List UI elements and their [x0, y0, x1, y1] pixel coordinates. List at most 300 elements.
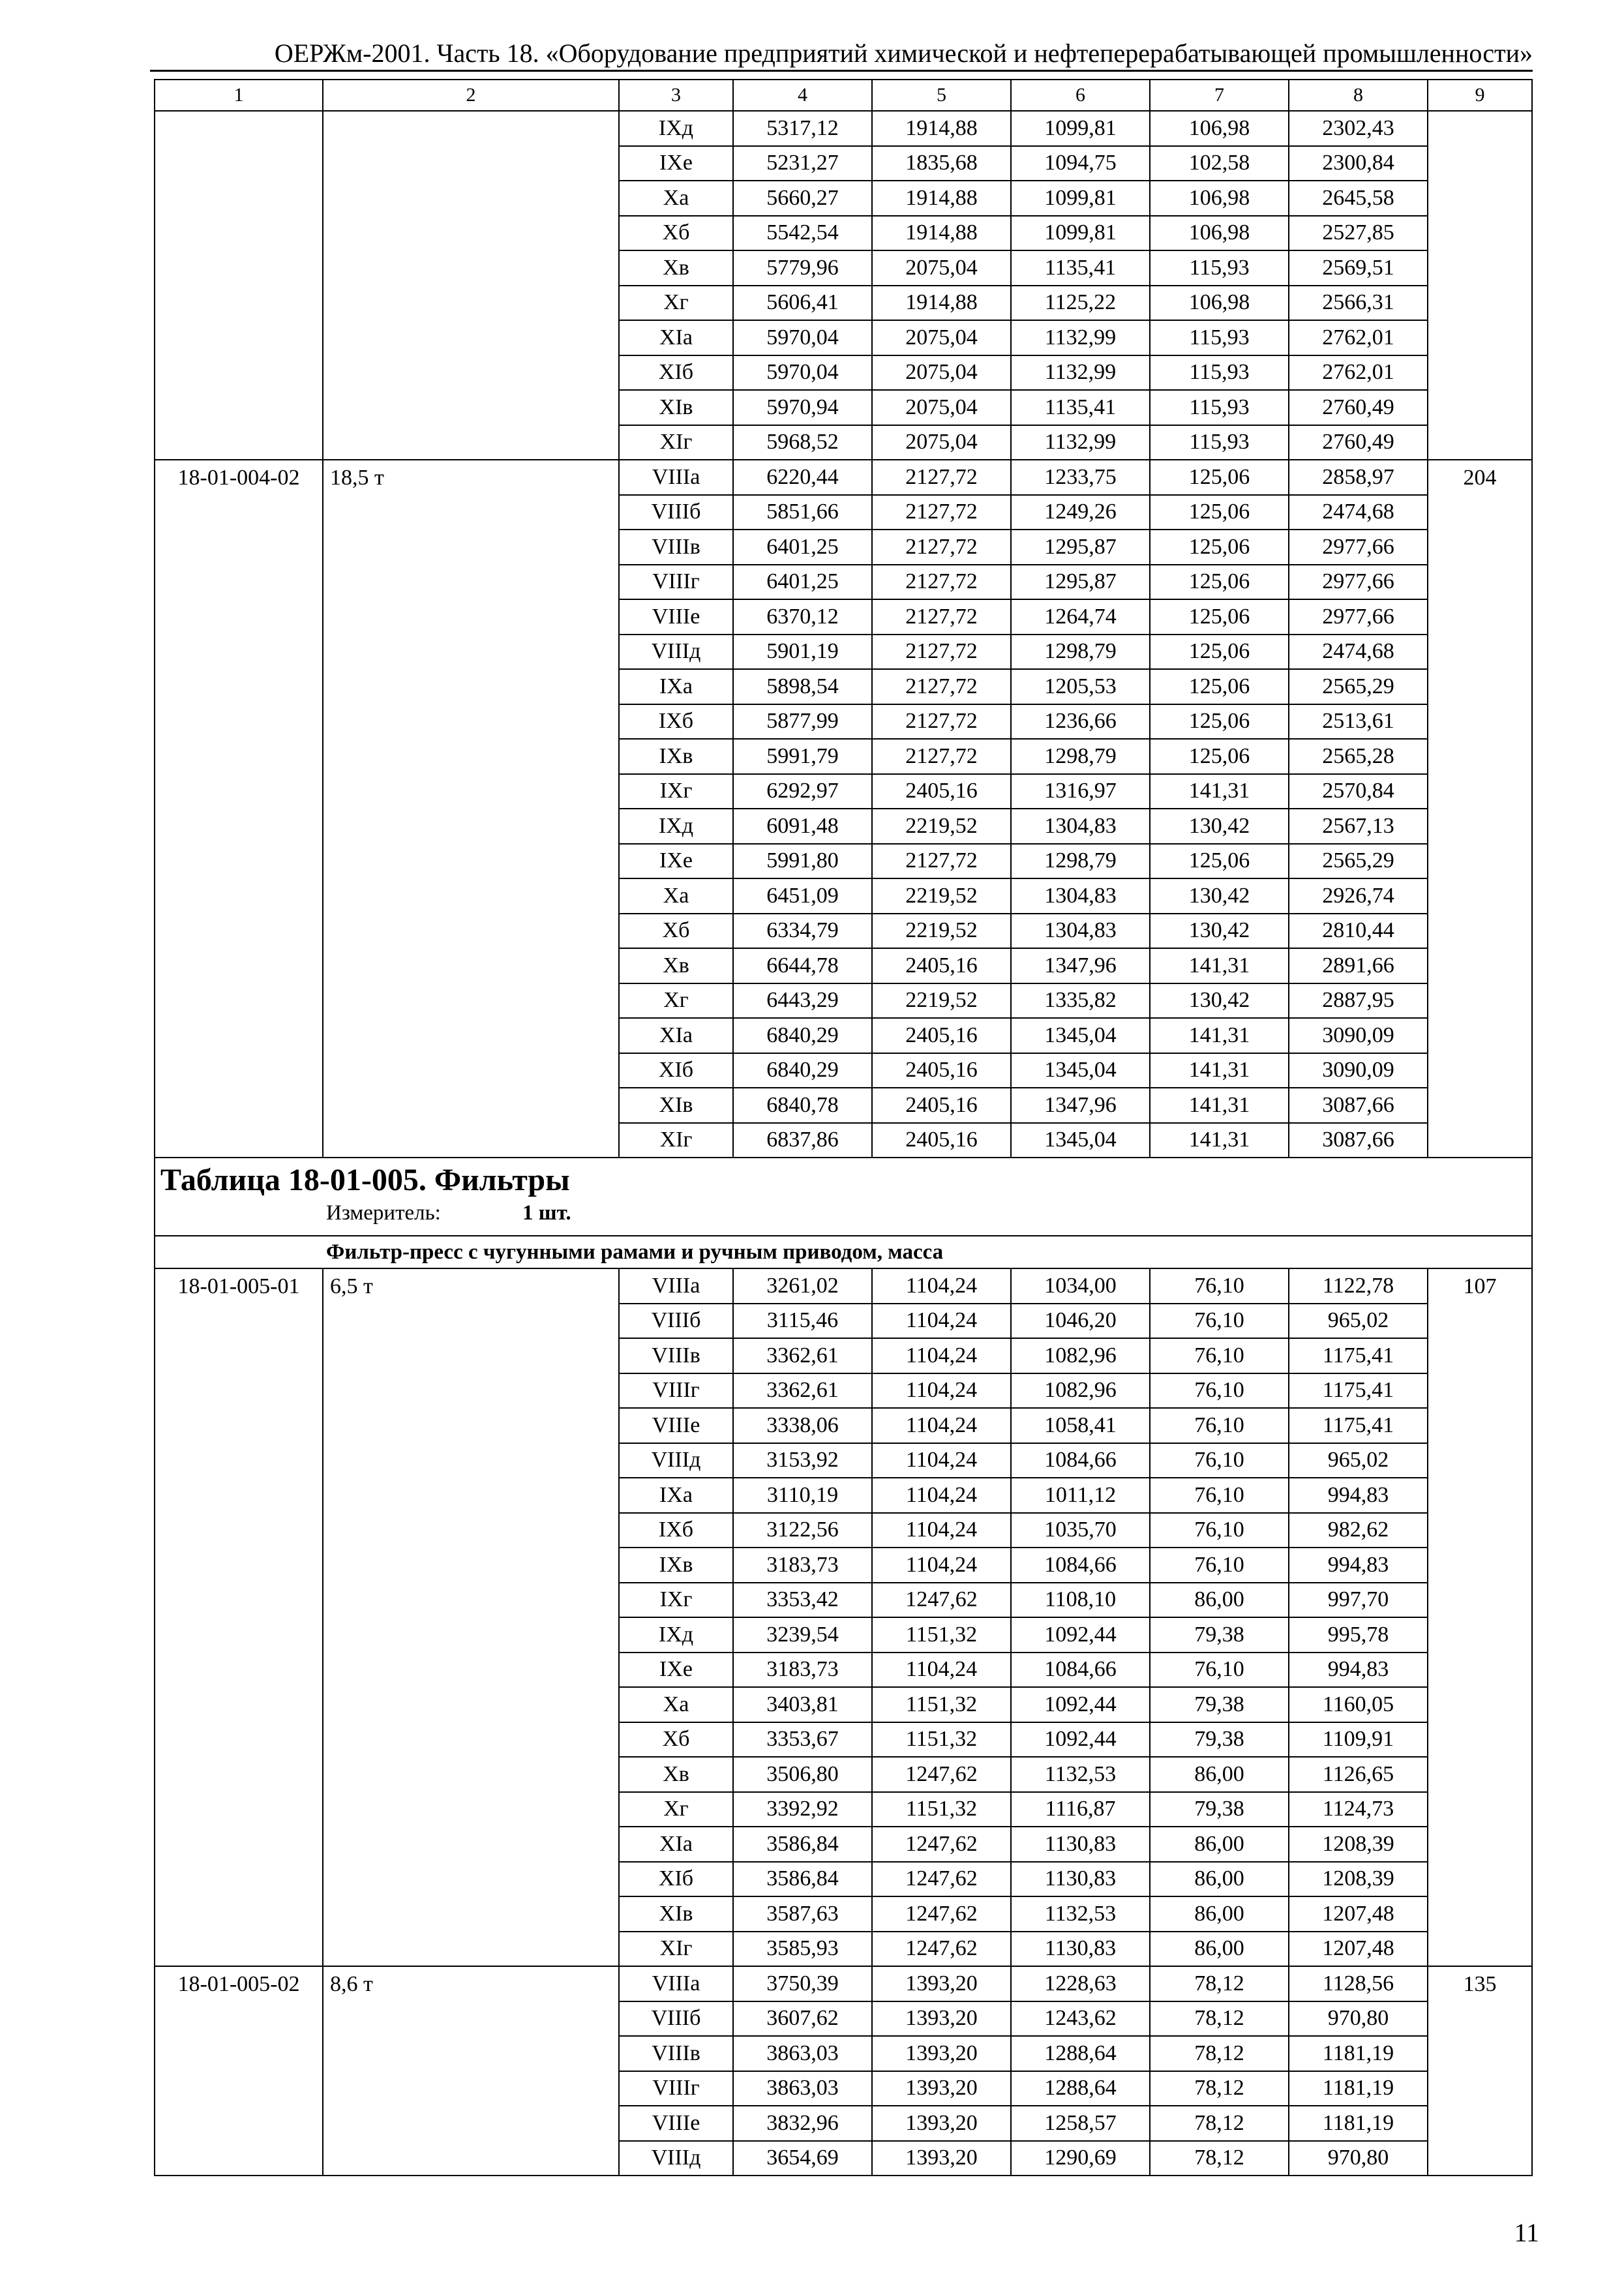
equipment-mass: 6,5 т	[323, 1268, 619, 1966]
operator-wages: 86,00	[1150, 1896, 1289, 1932]
total-cost: 3403,81	[733, 1687, 872, 1722]
labor-wages: 2127,72	[872, 669, 1011, 704]
total-cost: 6292,97	[733, 774, 872, 809]
labor-wages: 2405,16	[872, 1018, 1011, 1053]
running-title: ОЕРЖм-2001. Часть 18. «Оборудование предприятий химической и нефтеперерабатывающей промышленности»	[274, 38, 1533, 68]
total-cost: 5779,96	[733, 250, 872, 286]
region-code: IXд	[619, 809, 733, 844]
region-code: VIIIв	[619, 2036, 733, 2071]
total-cost: 5317,12	[733, 111, 872, 146]
operator-wages: 125,06	[1150, 844, 1289, 879]
column-number-row	[155, 80, 1532, 111]
labor-wages: 1104,24	[872, 1478, 1011, 1513]
total-cost: 3587,63	[733, 1896, 872, 1932]
total-cost: 6220,44	[733, 460, 872, 495]
operator-wages: 79,38	[1150, 1792, 1289, 1827]
labor-wages: 2219,52	[872, 914, 1011, 949]
materials-cost: 1181,19	[1289, 2071, 1428, 2106]
materials-cost: 2760,49	[1289, 390, 1428, 425]
operator-wages: 78,12	[1150, 1966, 1289, 2001]
total-cost: 5851,66	[733, 495, 872, 530]
materials-cost: 970,80	[1289, 2001, 1428, 2037]
operator-wages: 106,98	[1150, 286, 1289, 321]
total-cost: 3153,92	[733, 1443, 872, 1478]
region-code: IXд	[619, 1617, 733, 1653]
rate-code	[155, 111, 323, 460]
labor-wages: 2127,72	[872, 599, 1011, 635]
total-cost: 5660,27	[733, 181, 872, 216]
machine-cost: 1130,83	[1011, 1932, 1150, 1967]
labor-wages: 2075,04	[872, 390, 1011, 425]
materials-cost: 1124,73	[1289, 1792, 1428, 1827]
machine-cost: 1304,83	[1011, 914, 1150, 949]
operator-wages: 125,06	[1150, 460, 1289, 495]
materials-cost: 1122,78	[1289, 1268, 1428, 1304]
total-cost: 6443,29	[733, 983, 872, 1019]
machine-cost: 1290,69	[1011, 2141, 1150, 2176]
materials-cost: 2300,84	[1289, 146, 1428, 181]
operator-wages: 102,58	[1150, 146, 1289, 181]
materials-cost: 1109,91	[1289, 1722, 1428, 1758]
materials-cost: 2760,49	[1289, 425, 1428, 460]
labor-wages: 1835,68	[872, 146, 1011, 181]
coefficient	[1428, 111, 1532, 460]
machine-cost: 1135,41	[1011, 250, 1150, 286]
region-code: XIа	[619, 1827, 733, 1862]
region-code: IXа	[619, 1478, 733, 1513]
machine-cost: 1298,79	[1011, 844, 1150, 879]
operator-wages: 78,12	[1150, 2106, 1289, 2141]
materials-cost: 2810,44	[1289, 914, 1428, 949]
machine-cost: 1135,41	[1011, 390, 1150, 425]
column-number: 7	[1150, 80, 1289, 111]
materials-cost: 2977,66	[1289, 599, 1428, 635]
total-cost: 5970,04	[733, 355, 872, 391]
materials-cost: 2566,31	[1289, 286, 1428, 321]
labor-wages: 2075,04	[872, 250, 1011, 286]
estimate-table	[154, 79, 1533, 2176]
region-code: IXг	[619, 1583, 733, 1618]
materials-cost: 1208,39	[1289, 1862, 1428, 1897]
machine-cost: 1099,81	[1011, 216, 1150, 251]
running-header	[150, 34, 1533, 72]
labor-wages: 1104,24	[872, 1513, 1011, 1548]
materials-cost: 2565,28	[1289, 739, 1428, 774]
materials-cost: 2527,85	[1289, 216, 1428, 251]
machine-cost: 1125,22	[1011, 286, 1150, 321]
operator-wages: 76,10	[1150, 1373, 1289, 1409]
labor-wages: 1104,24	[872, 1373, 1011, 1409]
total-cost: 5901,19	[733, 635, 872, 670]
operator-wages: 115,93	[1150, 320, 1289, 355]
region-code: VIIIе	[619, 2106, 733, 2141]
labor-wages: 2219,52	[872, 983, 1011, 1019]
total-cost: 5542,54	[733, 216, 872, 251]
operator-wages: 115,93	[1150, 425, 1289, 460]
machine-cost: 1295,87	[1011, 565, 1150, 600]
machine-cost: 1099,81	[1011, 181, 1150, 216]
machine-cost: 1046,20	[1011, 1304, 1150, 1339]
labor-wages: 2127,72	[872, 460, 1011, 495]
region-code: XIб	[619, 355, 733, 391]
labor-wages: 1104,24	[872, 1548, 1011, 1583]
operator-wages: 141,31	[1150, 948, 1289, 983]
total-cost: 5231,27	[733, 146, 872, 181]
labor-wages: 1247,62	[872, 1583, 1011, 1618]
total-cost: 3183,73	[733, 1653, 872, 1688]
operator-wages: 125,06	[1150, 530, 1289, 565]
labor-wages: 1914,88	[872, 286, 1011, 321]
rate-code: 18-01-005-02	[155, 1966, 323, 2176]
total-cost: 3392,92	[733, 1792, 872, 1827]
machine-cost: 1316,97	[1011, 774, 1150, 809]
region-code: XIг	[619, 1123, 733, 1158]
meter-unit: 1 шт.	[522, 1201, 571, 1225]
materials-cost: 994,83	[1289, 1478, 1428, 1513]
machine-cost: 1228,63	[1011, 1966, 1150, 2001]
region-code: XIг	[619, 425, 733, 460]
machine-cost: 1345,04	[1011, 1123, 1150, 1158]
operator-wages: 130,42	[1150, 878, 1289, 914]
unit-of-measure	[155, 1203, 1531, 1234]
machine-cost: 1249,26	[1011, 495, 1150, 530]
labor-wages: 1151,32	[872, 1687, 1011, 1722]
operator-wages: 86,00	[1150, 1583, 1289, 1618]
region-code: VIIIд	[619, 635, 733, 670]
total-cost: 3607,62	[733, 2001, 872, 2037]
total-cost: 3362,61	[733, 1338, 872, 1373]
machine-cost: 1108,10	[1011, 1583, 1150, 1618]
total-cost: 3750,39	[733, 1966, 872, 2001]
labor-wages: 2405,16	[872, 1123, 1011, 1158]
total-cost: 6840,29	[733, 1018, 872, 1053]
machine-cost: 1130,83	[1011, 1827, 1150, 1862]
materials-cost: 2570,84	[1289, 774, 1428, 809]
labor-wages: 1393,20	[872, 2001, 1011, 2037]
machine-cost: 1034,00	[1011, 1268, 1150, 1304]
labor-wages: 1247,62	[872, 1932, 1011, 1967]
operator-wages: 115,93	[1150, 390, 1289, 425]
machine-cost: 1304,83	[1011, 809, 1150, 844]
materials-cost: 1207,48	[1289, 1896, 1428, 1932]
operator-wages: 141,31	[1150, 1123, 1289, 1158]
rate-code: 18-01-004-02	[155, 460, 323, 1158]
operator-wages: 141,31	[1150, 1053, 1289, 1088]
labor-wages: 1393,20	[872, 2036, 1011, 2071]
materials-cost: 994,83	[1289, 1653, 1428, 1688]
labor-wages: 1104,24	[872, 1268, 1011, 1304]
rate-code: 18-01-005-01	[155, 1268, 323, 1966]
materials-cost: 2565,29	[1289, 669, 1428, 704]
coefficient: 204	[1428, 460, 1532, 1158]
labor-wages: 1393,20	[872, 2071, 1011, 2106]
machine-cost: 1084,66	[1011, 1548, 1150, 1583]
machine-cost: 1304,83	[1011, 878, 1150, 914]
machine-cost: 1092,44	[1011, 1617, 1150, 1653]
labor-wages: 2075,04	[872, 320, 1011, 355]
header-rule	[150, 70, 1533, 72]
total-cost: 6840,29	[733, 1053, 872, 1088]
operator-wages: 86,00	[1150, 1757, 1289, 1792]
labor-wages: 2405,16	[872, 774, 1011, 809]
region-code: IXв	[619, 1548, 733, 1583]
coefficient: 107	[1428, 1268, 1532, 1966]
machine-cost: 1288,64	[1011, 2071, 1150, 2106]
total-cost: 5968,52	[733, 425, 872, 460]
region-code: XIв	[619, 1896, 733, 1932]
total-cost: 5991,80	[733, 844, 872, 879]
labor-wages: 2075,04	[872, 355, 1011, 391]
equipment-mass: 8,6 т	[323, 1966, 619, 2176]
table-row	[155, 1268, 1532, 1304]
region-code: Xг	[619, 1792, 733, 1827]
materials-cost: 3087,66	[1289, 1123, 1428, 1158]
operator-wages: 78,12	[1150, 2141, 1289, 2176]
meter-label: Измеритель:	[326, 1201, 441, 1225]
total-cost: 3115,46	[733, 1304, 872, 1339]
total-cost: 5970,94	[733, 390, 872, 425]
operator-wages: 141,31	[1150, 774, 1289, 809]
materials-cost: 1175,41	[1289, 1338, 1428, 1373]
total-cost: 3506,80	[733, 1757, 872, 1792]
operator-wages: 76,10	[1150, 1653, 1289, 1688]
region-code: XIа	[619, 1018, 733, 1053]
materials-cost: 1175,41	[1289, 1408, 1428, 1443]
region-code: Xв	[619, 948, 733, 983]
region-code: IXв	[619, 739, 733, 774]
machine-cost: 1345,04	[1011, 1053, 1150, 1088]
labor-wages: 2405,16	[872, 1053, 1011, 1088]
region-code: XIа	[619, 320, 733, 355]
total-cost: 3122,56	[733, 1513, 872, 1548]
region-code: XIв	[619, 390, 733, 425]
region-code: Xа	[619, 181, 733, 216]
machine-cost: 1258,57	[1011, 2106, 1150, 2141]
subheading-row	[155, 1236, 1532, 1268]
region-code: VIIIб	[619, 1304, 733, 1339]
machine-cost: 1082,96	[1011, 1373, 1150, 1409]
machine-cost: 1295,87	[1011, 530, 1150, 565]
region-code: XIв	[619, 1088, 733, 1123]
materials-cost: 2513,61	[1289, 704, 1428, 740]
total-cost: 6451,09	[733, 878, 872, 914]
total-cost: 6644,78	[733, 948, 872, 983]
machine-cost: 1130,83	[1011, 1862, 1150, 1897]
region-code: IXд	[619, 111, 733, 146]
operator-wages: 78,12	[1150, 2001, 1289, 2037]
region-code: VIIIг	[619, 2071, 733, 2106]
machine-cost: 1335,82	[1011, 983, 1150, 1019]
materials-cost: 982,62	[1289, 1513, 1428, 1548]
operator-wages: 125,06	[1150, 739, 1289, 774]
region-code: Xг	[619, 983, 733, 1019]
operator-wages: 141,31	[1150, 1088, 1289, 1123]
labor-wages: 2127,72	[872, 565, 1011, 600]
operator-wages: 78,12	[1150, 2036, 1289, 2071]
materials-cost: 2474,68	[1289, 635, 1428, 670]
labor-wages: 2219,52	[872, 878, 1011, 914]
region-code: Xа	[619, 878, 733, 914]
materials-cost: 2977,66	[1289, 530, 1428, 565]
column-number: 4	[733, 80, 872, 111]
labor-wages: 1914,88	[872, 111, 1011, 146]
materials-cost: 1160,05	[1289, 1687, 1428, 1722]
total-cost: 6370,12	[733, 599, 872, 635]
operator-wages: 130,42	[1150, 983, 1289, 1019]
region-code: IXб	[619, 704, 733, 740]
equipment-mass	[323, 111, 619, 460]
labor-wages: 1151,32	[872, 1792, 1011, 1827]
materials-cost: 994,83	[1289, 1548, 1428, 1583]
operator-wages: 76,10	[1150, 1268, 1289, 1304]
machine-cost: 1345,04	[1011, 1018, 1150, 1053]
machine-cost: 1011,12	[1011, 1478, 1150, 1513]
operator-wages: 76,10	[1150, 1408, 1289, 1443]
machine-cost: 1132,99	[1011, 425, 1150, 460]
machine-cost: 1084,66	[1011, 1443, 1150, 1478]
operator-wages: 125,06	[1150, 704, 1289, 740]
operator-wages: 86,00	[1150, 1827, 1289, 1862]
region-code: Xб	[619, 914, 733, 949]
machine-cost: 1092,44	[1011, 1722, 1150, 1758]
machine-cost: 1082,96	[1011, 1338, 1150, 1373]
total-cost: 3239,54	[733, 1617, 872, 1653]
coefficient: 135	[1428, 1966, 1532, 2176]
section-title: Таблица 18-01-005. Фильтры	[160, 1163, 570, 1197]
region-code: VIIIг	[619, 1373, 733, 1409]
operator-wages: 115,93	[1150, 250, 1289, 286]
operator-wages: 106,98	[1150, 216, 1289, 251]
subheading-cell	[155, 1236, 1532, 1268]
labor-wages: 1104,24	[872, 1653, 1011, 1688]
region-code: IXе	[619, 844, 733, 879]
labor-wages: 1393,20	[872, 2106, 1011, 2141]
machine-cost: 1116,87	[1011, 1792, 1150, 1827]
table-row	[155, 111, 1532, 146]
machine-cost: 1094,75	[1011, 146, 1150, 181]
materials-cost: 995,78	[1289, 1617, 1428, 1653]
labor-wages: 1247,62	[872, 1757, 1011, 1792]
subheading: Фильтр-пресс с чугунными рамами и ручным приводом, масса	[326, 1240, 944, 1264]
labor-wages: 2127,72	[872, 495, 1011, 530]
column-number: 2	[323, 80, 619, 111]
machine-cost: 1298,79	[1011, 739, 1150, 774]
total-cost: 3353,67	[733, 1722, 872, 1758]
section-title-row	[155, 1158, 1532, 1236]
region-code: VIIIг	[619, 565, 733, 600]
machine-cost: 1264,74	[1011, 599, 1150, 635]
column-number: 3	[619, 80, 733, 111]
operator-wages: 130,42	[1150, 914, 1289, 949]
materials-cost: 997,70	[1289, 1583, 1428, 1618]
operator-wages: 76,10	[1150, 1443, 1289, 1478]
materials-cost: 2926,74	[1289, 878, 1428, 914]
total-cost: 3183,73	[733, 1548, 872, 1583]
total-cost: 3338,06	[733, 1408, 872, 1443]
labor-wages: 1151,32	[872, 1722, 1011, 1758]
machine-cost: 1236,66	[1011, 704, 1150, 740]
total-cost: 3362,61	[733, 1373, 872, 1409]
materials-cost: 2567,13	[1289, 809, 1428, 844]
labor-wages: 2127,72	[872, 530, 1011, 565]
machine-cost: 1298,79	[1011, 635, 1150, 670]
materials-cost: 2762,01	[1289, 320, 1428, 355]
materials-cost: 965,02	[1289, 1443, 1428, 1478]
region-code: IXа	[619, 669, 733, 704]
total-cost: 5898,54	[733, 669, 872, 704]
region-code: Xа	[619, 1687, 733, 1722]
labor-wages: 1247,62	[872, 1896, 1011, 1932]
materials-cost: 2302,43	[1289, 111, 1428, 146]
machine-cost: 1099,81	[1011, 111, 1150, 146]
machine-cost: 1092,44	[1011, 1687, 1150, 1722]
machine-cost: 1035,70	[1011, 1513, 1150, 1548]
total-cost: 6837,86	[733, 1123, 872, 1158]
total-cost: 6334,79	[733, 914, 872, 949]
region-code: VIIIд	[619, 2141, 733, 2176]
region-code: VIIIд	[619, 1443, 733, 1478]
region-code: XIб	[619, 1862, 733, 1897]
materials-cost: 2569,51	[1289, 250, 1428, 286]
operator-wages: 86,00	[1150, 1862, 1289, 1897]
materials-cost: 2565,29	[1289, 844, 1428, 879]
materials-cost: 965,02	[1289, 1304, 1428, 1339]
operator-wages: 79,38	[1150, 1617, 1289, 1653]
machine-cost: 1347,96	[1011, 948, 1150, 983]
region-code: Xв	[619, 250, 733, 286]
materials-cost: 3087,66	[1289, 1088, 1428, 1123]
total-cost: 5970,04	[733, 320, 872, 355]
labor-wages: 2219,52	[872, 809, 1011, 844]
labor-wages: 1393,20	[872, 2141, 1011, 2176]
materials-cost: 2474,68	[1289, 495, 1428, 530]
table-row	[155, 460, 1532, 495]
total-cost: 3585,93	[733, 1932, 872, 1967]
column-number: 8	[1289, 80, 1428, 111]
operator-wages: 76,10	[1150, 1338, 1289, 1373]
total-cost: 3654,69	[733, 2141, 872, 2176]
materials-cost: 1208,39	[1289, 1827, 1428, 1862]
labor-wages: 2127,72	[872, 704, 1011, 740]
total-cost: 6401,25	[733, 565, 872, 600]
operator-wages: 125,06	[1150, 565, 1289, 600]
labor-wages: 1247,62	[872, 1862, 1011, 1897]
labor-wages: 2075,04	[872, 425, 1011, 460]
column-number: 1	[155, 80, 323, 111]
total-cost: 3863,03	[733, 2036, 872, 2071]
total-cost: 3586,84	[733, 1862, 872, 1897]
region-code: IXе	[619, 146, 733, 181]
total-cost: 3832,96	[733, 2106, 872, 2141]
total-cost: 3586,84	[733, 1827, 872, 1862]
machine-cost: 1132,99	[1011, 320, 1150, 355]
machine-cost: 1132,99	[1011, 355, 1150, 391]
materials-cost: 2977,66	[1289, 565, 1428, 600]
materials-cost: 2891,66	[1289, 948, 1428, 983]
region-code: VIIIа	[619, 1966, 733, 2001]
column-number: 9	[1428, 80, 1532, 111]
materials-cost: 2645,58	[1289, 181, 1428, 216]
labor-wages: 1104,24	[872, 1408, 1011, 1443]
region-code: VIIIв	[619, 530, 733, 565]
labor-wages: 1914,88	[872, 216, 1011, 251]
region-code: VIIIб	[619, 2001, 733, 2037]
operator-wages: 76,10	[1150, 1478, 1289, 1513]
materials-cost: 3090,09	[1289, 1053, 1428, 1088]
materials-cost: 2762,01	[1289, 355, 1428, 391]
operator-wages: 76,10	[1150, 1513, 1289, 1548]
table-row	[155, 1966, 1532, 2001]
